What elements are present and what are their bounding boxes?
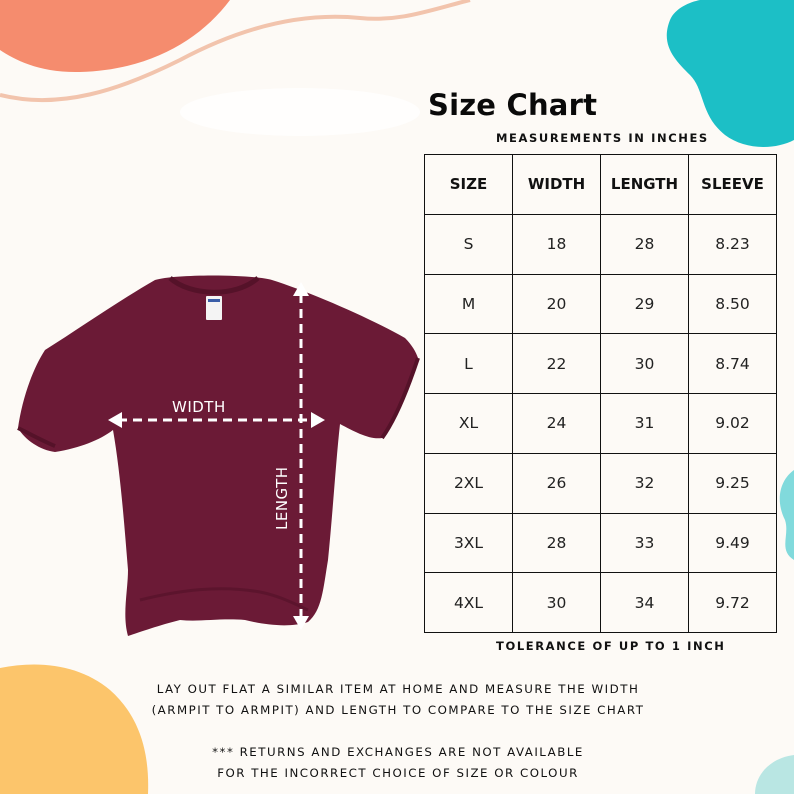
size-chart-table [424, 154, 777, 633]
tshirt-body [18, 276, 418, 637]
header-sleeve: SLEEVE [689, 155, 777, 215]
cell-sleeve: 8.74 [689, 334, 777, 394]
soft-cloud [180, 88, 420, 136]
teal-edge-shape [780, 470, 794, 560]
cell-size: M [425, 274, 513, 334]
cell-size: L [425, 334, 513, 394]
tolerance-note: TOLERANCE OF UP TO 1 INCH [496, 639, 726, 653]
returns-line-2: FOR THE INCORRECT CHOICE OF SIZE OR COLOUR [217, 766, 579, 780]
instruction-line-1: LAY OUT FLAT A SIMILAR ITEM AT HOME AND MEASURE THE WIDTH [156, 682, 640, 696]
header-length: LENGTH [601, 155, 689, 215]
cell-width: 24 [513, 394, 601, 454]
cell-sleeve: 9.49 [689, 513, 777, 573]
instruction-line-2: (ARMPIT TO ARMPIT) AND LENGTH TO COMPARE TO THE SIZE CHART [151, 703, 645, 717]
page-title: Size Chart [428, 88, 598, 122]
cell-length: 28 [601, 214, 689, 274]
cell-width: 26 [513, 453, 601, 513]
tshirt-image [10, 270, 430, 650]
cell-length: 31 [601, 394, 689, 454]
cell-sleeve: 9.25 [689, 453, 777, 513]
table-row [425, 513, 777, 573]
header-width: WIDTH [513, 155, 601, 215]
cell-length: 30 [601, 334, 689, 394]
measurement-unit-subtitle: MEASUREMENTS IN INCHES [496, 131, 709, 145]
cell-sleeve: 8.23 [689, 214, 777, 274]
cell-length: 33 [601, 513, 689, 573]
returns-policy [98, 742, 698, 784]
cell-width: 20 [513, 274, 601, 334]
cell-length: 32 [601, 453, 689, 513]
cell-size: 4XL [425, 573, 513, 633]
table-header-row [425, 155, 777, 215]
coral-blob [0, 0, 230, 72]
cell-width: 28 [513, 513, 601, 573]
header-size: SIZE [425, 155, 513, 215]
width-label: WIDTH [172, 398, 226, 416]
teal-blob-bottom [755, 755, 794, 794]
measuring-instructions [98, 679, 698, 721]
length-label: LENGTH [273, 466, 291, 530]
table-row [425, 214, 777, 274]
table-row [425, 573, 777, 633]
table-row [425, 453, 777, 513]
cell-sleeve: 8.50 [689, 274, 777, 334]
cell-length: 34 [601, 573, 689, 633]
cell-length: 29 [601, 274, 689, 334]
cell-sleeve: 9.02 [689, 394, 777, 454]
table-row [425, 334, 777, 394]
cell-width: 18 [513, 214, 601, 274]
cell-width: 22 [513, 334, 601, 394]
cell-size: 2XL [425, 453, 513, 513]
table-row [425, 274, 777, 334]
cell-width: 30 [513, 573, 601, 633]
cell-size: S [425, 214, 513, 274]
cell-size: XL [425, 394, 513, 454]
table-row [425, 394, 777, 454]
returns-line-1: *** RETURNS AND EXCHANGES ARE NOT AVAILABLE [212, 745, 584, 759]
cell-sleeve: 9.72 [689, 573, 777, 633]
teal-blob [667, 0, 794, 147]
cell-size: 3XL [425, 513, 513, 573]
